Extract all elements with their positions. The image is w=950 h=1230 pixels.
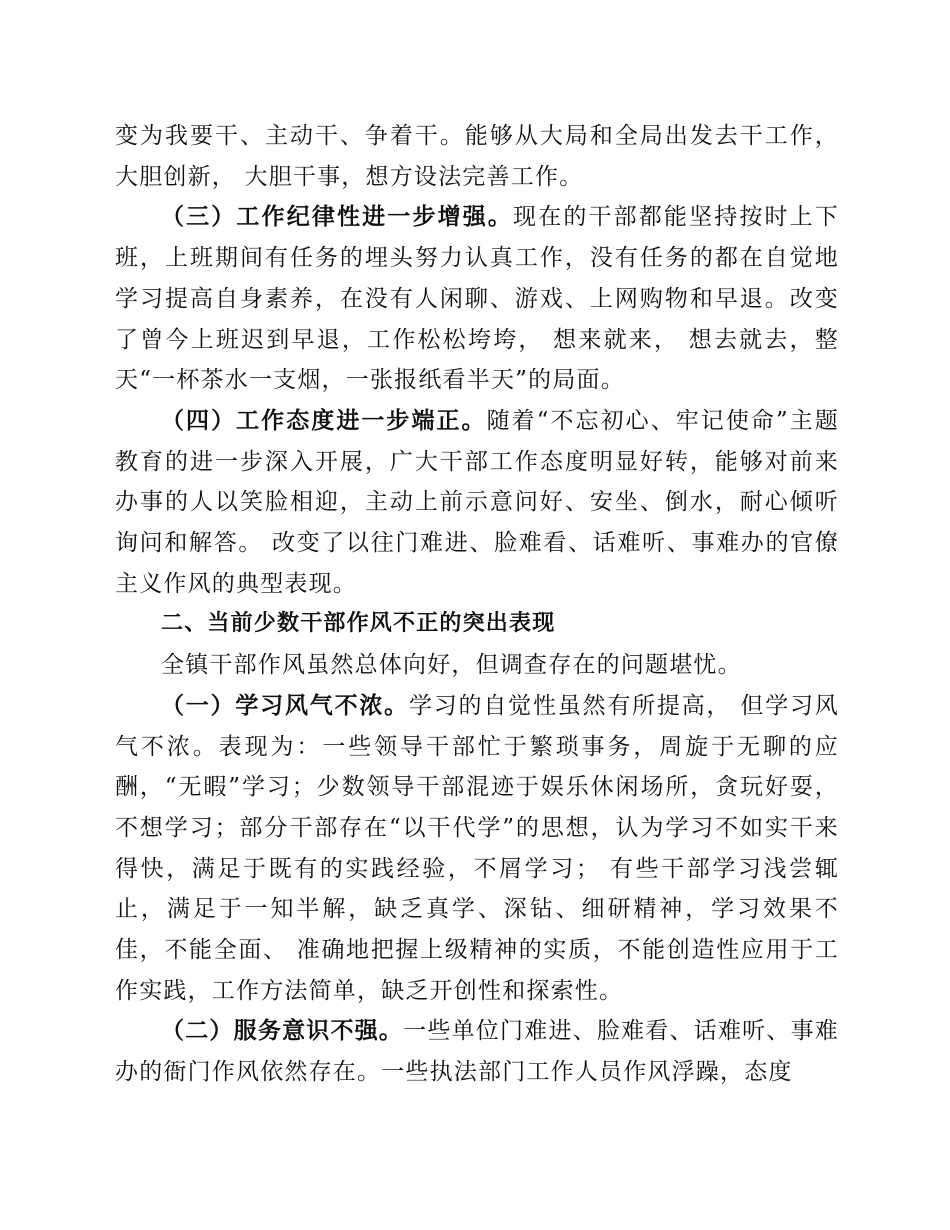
paragraph-study-atmosphere-text: 学习的自觉性虽然有所提高， 但学习风气不浓。表现为：一些领导干部忙于繁琐事务，周旋于无聊的应酬，“无暇”学习；少数领导干部混迹于娱乐休闲场所，贪玩好耍，不想学习；部分干部存在“以干代学”的思想，认为学习不如实干来得快，满足于既有的实践经验，不屑学习； 有些干部学习浅尝辄止，满足于一知半解，缺乏真学、深钻、细研精神，学习效果不佳，不能全面、 准确地把握上级精神的实质，不能创造性应用于工作实践，工作方法简单，缺乏开创性和探索性。 — [115, 692, 840, 1004]
paragraph-service-awareness-lead: （二）服务意识不强。 — [161, 1017, 404, 1045]
paragraph-study-atmosphere-lead: （一）学习风气不浓。 — [161, 691, 409, 719]
document-body — [115, 116, 839, 1093]
paragraph-work-attitude — [115, 401, 839, 605]
paragraph-overview — [115, 645, 839, 686]
section-heading-2: 二、当前少数干部作风不正的突出表现 — [161, 611, 556, 637]
paragraph-1 — [115, 116, 839, 197]
paragraph-work-attitude-text: 随着“不忘初心、牢记使命”主题教育的进一步深入开展，广大干部工作态度明显好转，能够对前来办事的人以笑脸相迎，主动上前示意问好、安坐、倒水，耐心倾听询问和解答。 改变了以往门难进、脸难看、话难听、事难办的官僚主义作风的典型表现。 — [115, 407, 839, 597]
paragraph-1-text: 变为我要干、主动干、争着干。能够从大局和全局出发去干工作，大胆创新， 大胆干事，想方设法完善工作。 — [115, 123, 839, 190]
paragraph-work-discipline — [115, 197, 839, 401]
paragraph-service-awareness — [115, 1011, 839, 1092]
paragraph-study-atmosphere — [115, 686, 839, 1012]
paragraph-work-discipline-text: 现在的干部都能坚持按时上下班，上班期间有任务的埋头努力认真工作，没有任务的都在自觉地学习提高自身素养，在没有人闲聊、游戏、上网购物和早退。改变了曾今上班迟到早退，工作松松垮垮， 想来就来， 想去就去，整天“一杯茶水一支烟，一张报纸看半天”的局面。 — [115, 204, 839, 394]
paragraph-work-attitude-lead: （四）工作态度进一步端正。 — [161, 406, 487, 434]
paragraph-overview-text: 全镇干部作风虽然总体向好，但调查存在的问题堪忧。 — [161, 652, 742, 679]
paragraph-service-awareness-text: 一些单位门难进、脸难看、话难听、事难办的衙门作风依然存在。一些执法部门工作人员作风浮躁，态度 — [115, 1018, 840, 1086]
paragraph-work-discipline-lead: （三）工作纪律性进一步增强。 — [161, 203, 514, 231]
